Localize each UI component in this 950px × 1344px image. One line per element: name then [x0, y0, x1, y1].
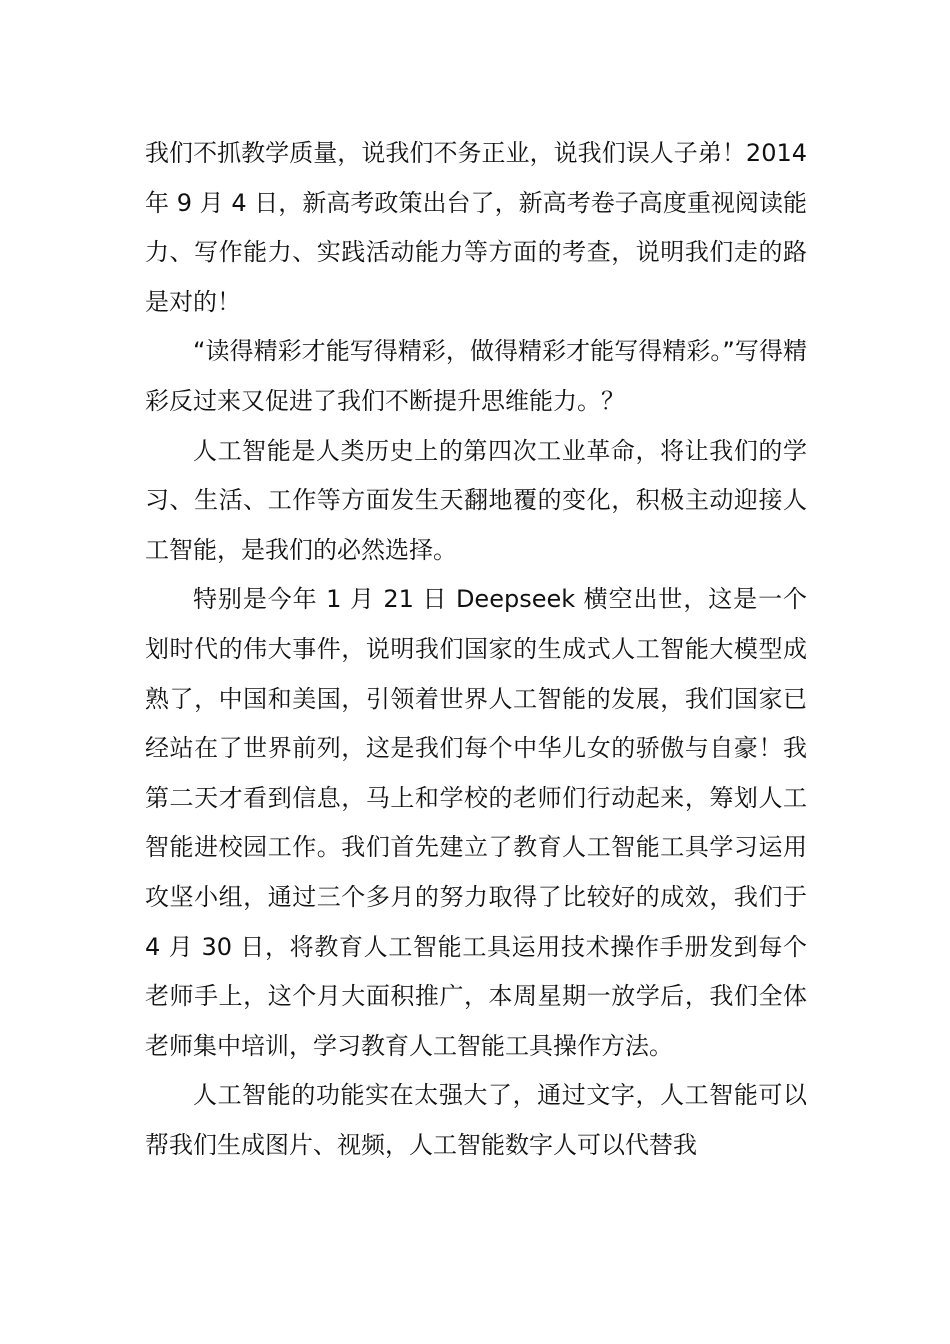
paragraph-4: 特别是今年 1 月 21 日 Deepseek 横空出世，这是一个划时代的伟大事件，说明我们国家的生成式人工智能大模型成熟了，中国和美国，引领着世界人工智能的发展，我们国家已经站在了世界前列，这是我们每个中华儿女的骄傲与自豪！我第二天才看到信息，马上和学校的老师们行动起来，筹划人工智能进校园工作。我们首先建立了教育人工智能工具学习运用攻坚小组，通过三个多月的努力取得了比较好的成效，我们于 4 月 30 日，将教育人工智能工具运用技术操作手册发到每个老师手上，这个月大面积推广，本周星期一放学后，我们全体老师集中培训，学习教育人工智能工具操作方法。 [145, 585, 807, 1060]
paragraph-1: 我们不抓教学质量，说我们不务正业，说我们误人子弟！2014 年 9 月 4 日，新高考政策出台了，新高考卷子高度重视阅读能力、写作能力、实践活动能力等方面的考查，说明我们走的路是对的！ [145, 139, 807, 316]
paragraph-2: “读得精彩才能写得精彩，做得精彩才能写得精彩。”写得精彩反过来又促进了我们不断提升思维能力。？ [145, 337, 807, 415]
paragraph-5: 人工智能的功能实在太强大了，通过文字，人工智能可以帮我们生成图片、视频，人工智能数字人可以代替我 [145, 1081, 807, 1159]
document-body [145, 129, 807, 1170]
paragraph-3: 人工智能是人类历史上的第四次工业革命，将让我们的学习、生活、工作等方面发生天翻地覆的变化，积极主动迎接人工智能，是我们的必然选择。 [145, 436, 807, 564]
